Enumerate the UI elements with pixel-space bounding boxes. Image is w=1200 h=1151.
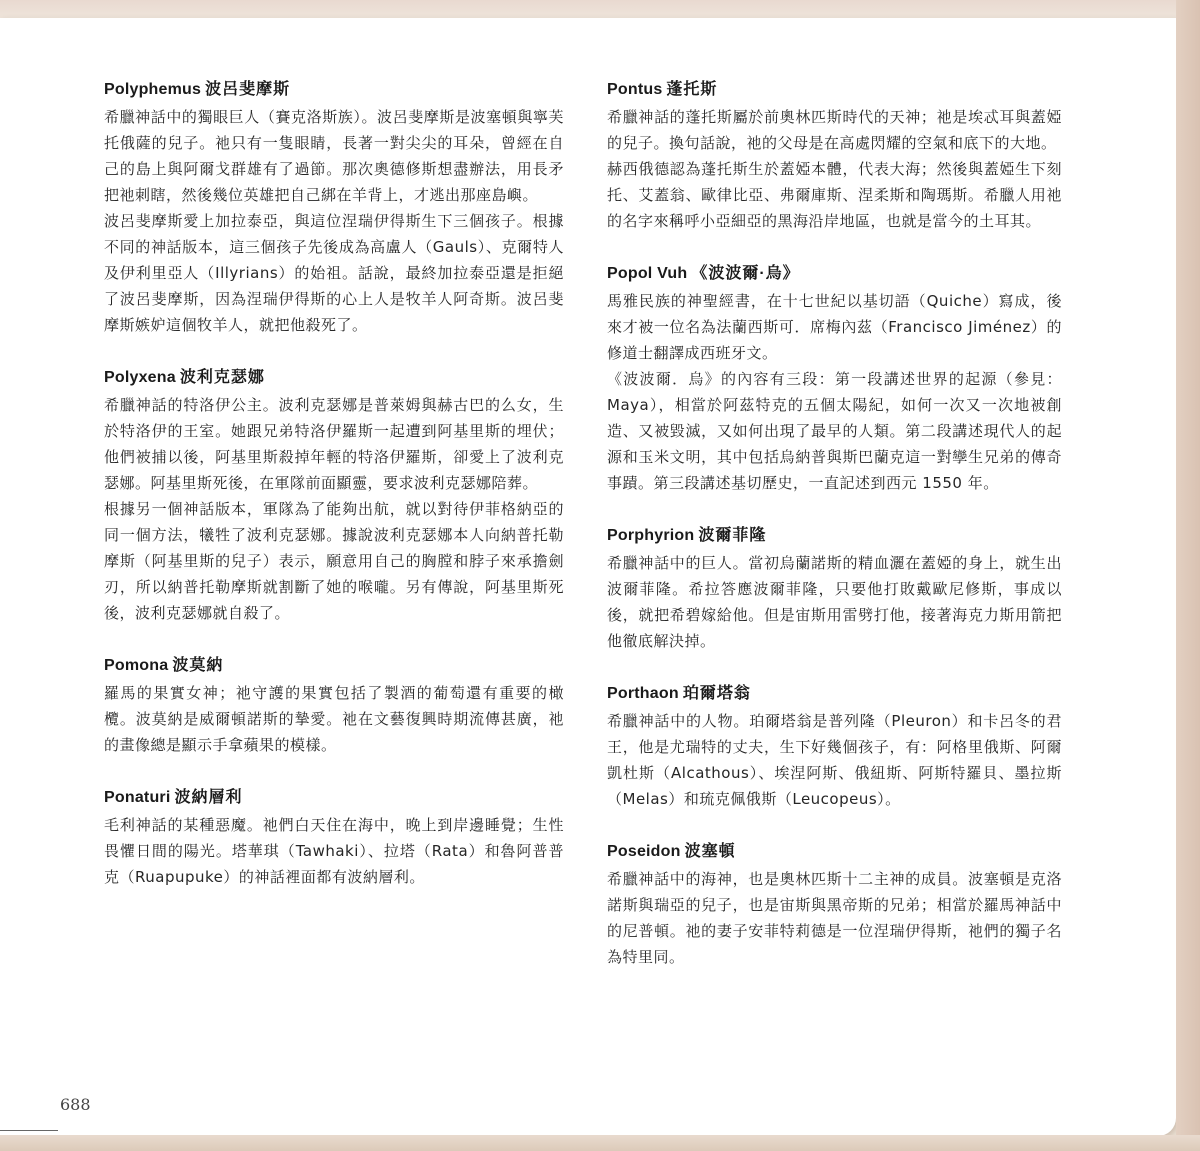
entry-title — [104, 364, 564, 392]
entry-paragraph: 波呂斐摩斯愛上加拉泰亞，與這位涅瑞伊得斯生下三個孩子。根據不同的神話版本，這三個孩子先後成為高盧人（Gauls）、克爾特人及伊利里亞人（Illyrians）的始祖。話說，最終加拉泰亞還是拒絕了波呂斐摩斯，因為涅瑞伊得斯的心上人是牧羊人阿奇斯。波呂斐摩斯嫉妒這個牧羊人，就把他殺死了。 — [104, 212, 564, 334]
page-number-rule — [0, 1130, 58, 1131]
entry-name-en: Ponaturi — [104, 789, 171, 806]
entry-title — [607, 76, 1062, 104]
entry-title — [104, 652, 564, 680]
entry-polyphemus — [104, 76, 564, 338]
entry-name-zh: 蓬托斯 — [666, 81, 718, 98]
entry-pontus — [607, 76, 1062, 234]
entry-title — [104, 784, 564, 812]
entry-name-en: Pontus — [607, 81, 663, 98]
right-column — [607, 76, 1062, 996]
entry-polyxena — [104, 364, 564, 626]
entry-paragraph: 希臘神話中的人物。珀爾塔翁是普列隆（Pleuron）和卡呂冬的君王，他是尤瑞特的丈夫，生下好幾個孩子，有：阿格里俄斯、阿爾凱杜斯（Alcathous）、埃涅阿斯、俄紐斯、阿斯特羅貝、墨拉斯（Melas）和琉克佩俄斯（Leucopeus）。 — [607, 712, 1062, 808]
entry-paragraph: 羅馬的果實女神；祂守護的果實包括了製酒的葡萄還有重要的橄欖。波莫納是威爾頓諾斯的摯愛。祂在文藝復興時期流傳甚廣，祂的畫像總是顯示手拿蘋果的模樣。 — [104, 684, 564, 754]
entry-paragraph: 希臘神話中的獨眼巨人（賽克洛斯族）。波呂斐摩斯是波塞頓與寧芙托俄薩的兒子。祂只有一隻眼睛，長著一對尖尖的耳朵，曾經在自己的島上與阿爾戈群雄有了過節。那次奧德修斯想盡辦法，用長矛把祂刺瞎，然後幾位英雄把自己綁在羊背上，才逃出那座島嶼。 — [104, 108, 564, 204]
entry-paragraph: 希臘神話的蓬托斯屬於前奧林匹斯時代的天神；祂是埃忒耳與蓋婭的兒子。換句話說，祂的父母是在高處閃耀的空氣和底下的大地。 — [607, 108, 1062, 152]
entry-name-zh: 波呂斐摩斯 — [205, 81, 291, 98]
entry-ponaturi — [104, 784, 564, 890]
entry-name-en: Poseidon — [607, 843, 681, 860]
entry-name-zh: 珀爾塔翁 — [682, 685, 751, 702]
entry-name-en: Porphyrion — [607, 527, 695, 544]
entry-paragraph: 赫西俄德認為蓬托斯生於蓋婭本體，代表大海；然後與蓋婭生下刻托、艾蓋翁、歐律比亞、弗爾庫斯、涅柔斯和陶瑪斯。希臘人用祂的名字來稱呼小亞細亞的黑海沿岸地區，也就是當今的土耳其。 — [607, 160, 1062, 230]
entry-porphyrion — [607, 522, 1062, 654]
entry-name-zh: 波莫納 — [172, 657, 224, 674]
entry-title — [607, 680, 1062, 708]
entry-paragraph: 希臘神話中的海神，也是奧林匹斯十二主神的成員。波塞頓是克洛諾斯與瑞亞的兒子，也是宙斯與黑帝斯的兄弟；相當於羅馬神話中的尼普頓。祂的妻子安菲特莉德是一位涅瑞伊得斯，祂們的獨子名為特里同。 — [607, 870, 1062, 966]
entry-paragraph: 根據另一個神話版本，軍隊為了能夠出航，就以對待伊菲格納亞的同一個方法，犧牲了波利克瑟娜。據說波利克瑟娜本人向納普托勒摩斯（阿基里斯的兒子）表示，願意用自己的胸膛和脖子來承擔劍刃，所以納普托勒摩斯就割斷了她的喉嚨。另有傳說，阿基里斯死後，波利克瑟娜就自殺了。 — [104, 500, 564, 622]
entry-name-en: Porthaon — [607, 685, 679, 702]
book-page — [0, 18, 1176, 1136]
entry-paragraph: 希臘神話的特洛伊公主。波利克瑟娜是普萊姆與赫古巴的么女，生於特洛伊的王室。她跟兄弟特洛伊羅斯一起遭到阿基里斯的埋伏；他們被捕以後，阿基里斯殺掉年輕的特洛伊羅斯，卻愛上了波利克瑟娜。阿基里斯死後，在軍隊前面顯靈，要求波利克瑟娜陪葬。 — [104, 396, 564, 492]
entry-name-en: Pomona — [104, 657, 169, 674]
page-top-edge — [0, 0, 1200, 20]
entry-name-en: Popol Vuh — [607, 265, 688, 282]
entry-name-en: Polyxena — [104, 369, 176, 386]
entry-title — [607, 838, 1062, 866]
page-number: 688 — [60, 1095, 91, 1114]
page-right-edge — [1176, 0, 1200, 1151]
page-bottom-edge — [0, 1135, 1200, 1151]
entry-pomona — [104, 652, 564, 758]
entry-name-en: Polyphemus — [104, 81, 202, 98]
entry-porthaon — [607, 680, 1062, 812]
entry-name-zh: 波爾菲隆 — [698, 527, 767, 544]
entry-paragraph: 《波波爾．烏》的內容有三段：第一段講述世界的起源（參見：Maya），相當於阿茲特克的五個太陽紀，如何一次又一次地被創造、又被毀滅，又如何出現了最早的人類。第二段講述現代人的起源和玉米文明，其中包括烏納普與斯巴蘭克這一對孿生兄弟的傳奇事蹟。第三段講述基切歷史，一直記述到西元 1550 年。 — [607, 370, 1062, 492]
entry-name-zh: 波納層利 — [174, 789, 243, 806]
left-column — [104, 76, 564, 916]
entry-title — [607, 260, 1062, 288]
entry-poseidon — [607, 838, 1062, 970]
entry-name-zh: 《波波爾·烏》 — [691, 265, 800, 282]
entry-name-zh: 波塞頓 — [684, 843, 736, 860]
entry-title — [104, 76, 564, 104]
entry-paragraph: 希臘神話中的巨人。當初烏蘭諾斯的精血灑在蓋婭的身上，就生出波爾菲隆。希拉答應波爾菲隆，只要他打敗戴歐尼修斯，事成以後，就把希碧嫁給他。但是宙斯用雷劈打他，接著海克力斯用箭把他徹底解決掉。 — [607, 554, 1062, 650]
entry-paragraph: 馬雅民族的神聖經書，在十七世紀以基切語（Quiche）寫成，後來才被一位名為法蘭西斯可．席梅內茲（Francisco Jiménez）的修道士翻譯成西班牙文。 — [607, 292, 1062, 362]
entry-title — [607, 522, 1062, 550]
entry-paragraph: 毛利神話的某種惡魔。祂們白天住在海中，晚上到岸邊睡覺；生性畏懼日間的陽光。塔華琪（Tawhaki）、拉塔（Rata）和魯阿普普克（Ruapupuke）的神話裡面都有波納層利。 — [104, 816, 564, 886]
entry-name-zh: 波利克瑟娜 — [179, 369, 265, 386]
entry-popol-vuh — [607, 260, 1062, 496]
